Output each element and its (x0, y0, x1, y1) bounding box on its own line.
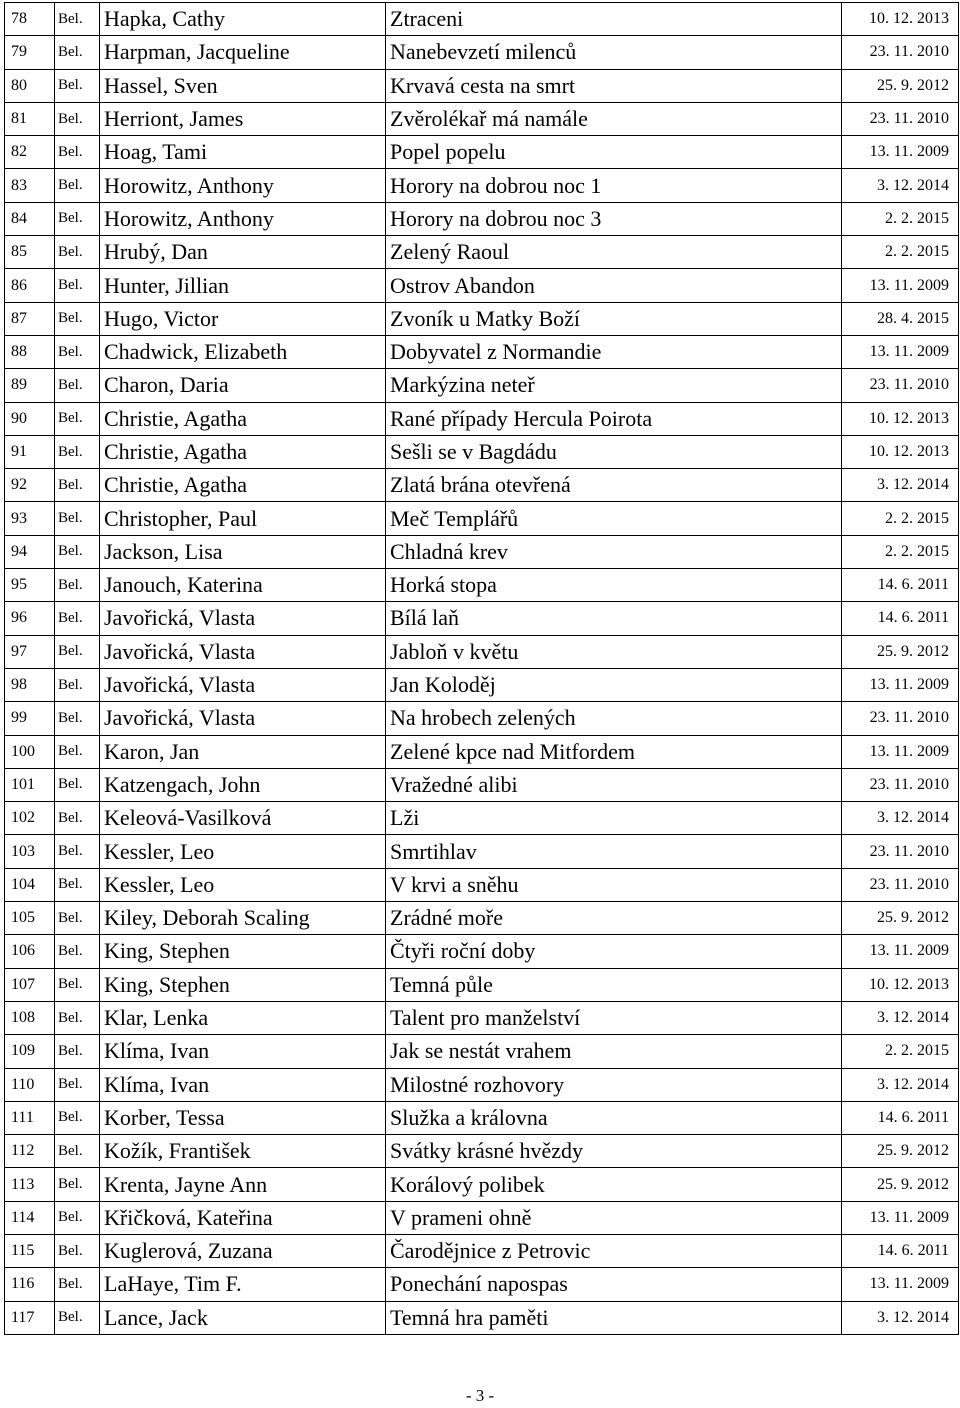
category: Bel. (55, 1301, 100, 1334)
table-row (5, 1168, 959, 1201)
author-name: Horowitz, Anthony (100, 169, 386, 202)
row-number: 85 (5, 236, 55, 269)
acquisition-date: 14. 6. 2011 (842, 1234, 959, 1267)
table-row (5, 635, 959, 668)
book-title: Zvoník u Matky Boží (386, 302, 842, 335)
book-title: Čtyři roční doby (386, 935, 842, 968)
book-title: Horká stopa (386, 569, 842, 602)
book-title: Popel popelu (386, 136, 842, 169)
table-row (5, 335, 959, 368)
acquisition-date: 10. 12. 2013 (842, 402, 959, 435)
acquisition-date: 25. 9. 2012 (842, 69, 959, 102)
author-name: Herriont, James (100, 102, 386, 135)
row-number: 89 (5, 369, 55, 402)
category: Bel. (55, 768, 100, 801)
author-name: Klíma, Ivan (100, 1068, 386, 1101)
book-title: Ponechání napospas (386, 1268, 842, 1301)
author-name: Korber, Tessa (100, 1101, 386, 1134)
author-name: Harpman, Jacqueline (100, 36, 386, 69)
row-number: 114 (5, 1201, 55, 1234)
row-number: 94 (5, 535, 55, 568)
row-number: 99 (5, 702, 55, 735)
table-row (5, 802, 959, 835)
row-number: 104 (5, 868, 55, 901)
category: Bel. (55, 935, 100, 968)
row-number: 86 (5, 269, 55, 302)
table-row (5, 835, 959, 868)
category: Bel. (55, 1201, 100, 1234)
book-title: Sešli se v Bagdádu (386, 435, 842, 468)
category: Bel. (55, 369, 100, 402)
acquisition-date: 23. 11. 2010 (842, 702, 959, 735)
category: Bel. (55, 36, 100, 69)
category: Bel. (55, 1101, 100, 1134)
category: Bel. (55, 402, 100, 435)
acquisition-date: 2. 2. 2015 (842, 202, 959, 235)
book-title: Jan Koloděj (386, 668, 842, 701)
book-title: V prameni ohně (386, 1201, 842, 1234)
acquisition-date: 2. 2. 2015 (842, 502, 959, 535)
category: Bel. (55, 535, 100, 568)
book-title: Jabloň v květu (386, 635, 842, 668)
acquisition-date: 25. 9. 2012 (842, 635, 959, 668)
row-number: 96 (5, 602, 55, 635)
row-number: 116 (5, 1268, 55, 1301)
category: Bel. (55, 435, 100, 468)
table-row (5, 968, 959, 1001)
row-number: 97 (5, 635, 55, 668)
acquisition-date: 13. 11. 2009 (842, 935, 959, 968)
category: Bel. (55, 602, 100, 635)
book-title: Ztraceni (386, 3, 842, 36)
row-number: 93 (5, 502, 55, 535)
acquisition-date: 3. 12. 2014 (842, 1001, 959, 1034)
row-number: 81 (5, 102, 55, 135)
acquisition-date: 2. 2. 2015 (842, 236, 959, 269)
row-number: 87 (5, 302, 55, 335)
table-row (5, 768, 959, 801)
table-row (5, 302, 959, 335)
acquisition-date: 10. 12. 2013 (842, 435, 959, 468)
author-name: Javořická, Vlasta (100, 668, 386, 701)
acquisition-date: 25. 9. 2012 (842, 1168, 959, 1201)
acquisition-date: 23. 11. 2010 (842, 36, 959, 69)
table-row (5, 169, 959, 202)
table-row (5, 402, 959, 435)
book-title: Vražedné alibi (386, 768, 842, 801)
author-name: Klar, Lenka (100, 1001, 386, 1034)
table-row (5, 36, 959, 69)
table-row (5, 136, 959, 169)
acquisition-date: 13. 11. 2009 (842, 269, 959, 302)
acquisition-date: 14. 6. 2011 (842, 602, 959, 635)
book-title: Na hrobech zelených (386, 702, 842, 735)
book-title: Zelené kpce nad Mitfordem (386, 735, 842, 768)
category: Bel. (55, 702, 100, 735)
row-number: 95 (5, 569, 55, 602)
book-title: Ostrov Abandon (386, 269, 842, 302)
row-number: 112 (5, 1135, 55, 1168)
row-number: 105 (5, 902, 55, 935)
author-name: Javořická, Vlasta (100, 635, 386, 668)
row-number: 88 (5, 335, 55, 368)
table-row (5, 602, 959, 635)
book-title: Svátky krásné hvězdy (386, 1135, 842, 1168)
category: Bel. (55, 569, 100, 602)
author-name: Hrubý, Dan (100, 236, 386, 269)
book-title: Jak se nestát vrahem (386, 1035, 842, 1068)
row-number: 113 (5, 1168, 55, 1201)
acquisition-date: 13. 11. 2009 (842, 136, 959, 169)
table-row (5, 3, 959, 36)
author-name: Javořická, Vlasta (100, 602, 386, 635)
acquisition-date: 25. 9. 2012 (842, 1135, 959, 1168)
author-name: Krenta, Jayne Ann (100, 1168, 386, 1201)
category: Bel. (55, 1234, 100, 1267)
acquisition-date: 14. 6. 2011 (842, 569, 959, 602)
row-number: 80 (5, 69, 55, 102)
row-number: 79 (5, 36, 55, 69)
category: Bel. (55, 735, 100, 768)
table-row (5, 1234, 959, 1267)
acquisition-date: 23. 11. 2010 (842, 835, 959, 868)
author-name: Kessler, Leo (100, 868, 386, 901)
table-row (5, 702, 959, 735)
table-row (5, 269, 959, 302)
author-name: Katzengach, John (100, 768, 386, 801)
category: Bel. (55, 902, 100, 935)
book-title: Temná půle (386, 968, 842, 1001)
author-name: Chadwick, Elizabeth (100, 335, 386, 368)
author-name: King, Stephen (100, 968, 386, 1001)
table-row (5, 1001, 959, 1034)
book-title: Smrtihlav (386, 835, 842, 868)
table-row (5, 902, 959, 935)
book-title: Horory na dobrou noc 3 (386, 202, 842, 235)
category: Bel. (55, 868, 100, 901)
book-title: Rané případy Hercula Poirota (386, 402, 842, 435)
category: Bel. (55, 236, 100, 269)
category: Bel. (55, 335, 100, 368)
author-name: Kožík, František (100, 1135, 386, 1168)
row-number: 106 (5, 935, 55, 968)
row-number: 117 (5, 1301, 55, 1334)
author-name: King, Stephen (100, 935, 386, 968)
category: Bel. (55, 635, 100, 668)
book-title: Chladná krev (386, 535, 842, 568)
book-title: Bílá laň (386, 602, 842, 635)
category: Bel. (55, 835, 100, 868)
acquisition-date: 3. 12. 2014 (842, 169, 959, 202)
category: Bel. (55, 269, 100, 302)
row-number: 83 (5, 169, 55, 202)
table-row (5, 236, 959, 269)
acquisition-date: 13. 11. 2009 (842, 335, 959, 368)
author-name: Janouch, Katerina (100, 569, 386, 602)
category: Bel. (55, 202, 100, 235)
acquisition-date: 3. 12. 2014 (842, 469, 959, 502)
book-title: Horory na dobrou noc 1 (386, 169, 842, 202)
book-list-body (5, 3, 959, 1335)
table-row (5, 1201, 959, 1234)
category: Bel. (55, 69, 100, 102)
author-name: Křičková, Kateřina (100, 1201, 386, 1234)
book-title: Zelený Raoul (386, 236, 842, 269)
book-title: V krvi a sněhu (386, 868, 842, 901)
category: Bel. (55, 1168, 100, 1201)
category: Bel. (55, 1001, 100, 1034)
book-title: Nanebevzetí milenců (386, 36, 842, 69)
row-number: 84 (5, 202, 55, 235)
category: Bel. (55, 1135, 100, 1168)
row-number: 101 (5, 768, 55, 801)
acquisition-date: 23. 11. 2010 (842, 369, 959, 402)
acquisition-date: 13. 11. 2009 (842, 1201, 959, 1234)
category: Bel. (55, 1035, 100, 1068)
acquisition-date: 3. 12. 2014 (842, 802, 959, 835)
author-name: Christopher, Paul (100, 502, 386, 535)
acquisition-date: 10. 12. 2013 (842, 3, 959, 36)
category: Bel. (55, 169, 100, 202)
author-name: Kessler, Leo (100, 835, 386, 868)
row-number: 91 (5, 435, 55, 468)
row-number: 98 (5, 668, 55, 701)
row-number: 90 (5, 402, 55, 435)
acquisition-date: 14. 6. 2011 (842, 1101, 959, 1134)
book-title: Talent pro manželství (386, 1001, 842, 1034)
author-name: Hapka, Cathy (100, 3, 386, 36)
author-name: Christie, Agatha (100, 402, 386, 435)
table-row (5, 469, 959, 502)
table-row (5, 735, 959, 768)
table-row (5, 69, 959, 102)
author-name: Hoag, Tami (100, 136, 386, 169)
table-row (5, 102, 959, 135)
table-row (5, 668, 959, 701)
page-number: - 3 - (465, 1386, 495, 1405)
category: Bel. (55, 3, 100, 36)
table-row (5, 569, 959, 602)
category: Bel. (55, 802, 100, 835)
row-number: 100 (5, 735, 55, 768)
book-title: Markýzina neteř (386, 369, 842, 402)
row-number: 110 (5, 1068, 55, 1101)
book-title: Zlatá brána otevřená (386, 469, 842, 502)
author-name: Karon, Jan (100, 735, 386, 768)
row-number: 109 (5, 1035, 55, 1068)
category: Bel. (55, 968, 100, 1001)
row-number: 111 (5, 1101, 55, 1134)
book-title: Temná hra paměti (386, 1301, 842, 1334)
author-name: Kiley, Deborah Scaling (100, 902, 386, 935)
author-name: Hassel, Sven (100, 69, 386, 102)
table-row (5, 1068, 959, 1101)
row-number: 78 (5, 3, 55, 36)
category: Bel. (55, 469, 100, 502)
acquisition-date: 13. 11. 2009 (842, 668, 959, 701)
acquisition-date: 23. 11. 2010 (842, 768, 959, 801)
author-name: Horowitz, Anthony (100, 202, 386, 235)
author-name: Klíma, Ivan (100, 1035, 386, 1068)
table-row (5, 1268, 959, 1301)
author-name: Keleová-Vasilková (100, 802, 386, 835)
category: Bel. (55, 302, 100, 335)
acquisition-date: 13. 11. 2009 (842, 735, 959, 768)
author-name: Christie, Agatha (100, 435, 386, 468)
row-number: 103 (5, 835, 55, 868)
acquisition-date: 10. 12. 2013 (842, 968, 959, 1001)
row-number: 108 (5, 1001, 55, 1034)
acquisition-date: 23. 11. 2010 (842, 868, 959, 901)
acquisition-date: 2. 2. 2015 (842, 1035, 959, 1068)
table-row (5, 868, 959, 901)
category: Bel. (55, 136, 100, 169)
acquisition-date: 3. 12. 2014 (842, 1301, 959, 1334)
table-row (5, 369, 959, 402)
book-title: Čarodějnice z Petrovic (386, 1234, 842, 1267)
table-row (5, 1035, 959, 1068)
book-title: Milostné rozhovory (386, 1068, 842, 1101)
book-list-table (4, 2, 959, 1335)
book-title: Služka a královna (386, 1101, 842, 1134)
category: Bel. (55, 668, 100, 701)
row-number: 102 (5, 802, 55, 835)
row-number: 115 (5, 1234, 55, 1267)
author-name: Hugo, Victor (100, 302, 386, 335)
row-number: 92 (5, 469, 55, 502)
author-name: Javořická, Vlasta (100, 702, 386, 735)
table-row (5, 1301, 959, 1334)
book-title: Zrádné moře (386, 902, 842, 935)
book-title: Korálový polibek (386, 1168, 842, 1201)
category: Bel. (55, 502, 100, 535)
author-name: LaHaye, Tim F. (100, 1268, 386, 1301)
author-name: Kuglerová, Zuzana (100, 1234, 386, 1267)
table-row (5, 535, 959, 568)
row-number: 82 (5, 136, 55, 169)
book-title: Krvavá cesta na smrt (386, 69, 842, 102)
table-row (5, 202, 959, 235)
author-name: Hunter, Jillian (100, 269, 386, 302)
table-row (5, 935, 959, 968)
category: Bel. (55, 1268, 100, 1301)
author-name: Charon, Daria (100, 369, 386, 402)
table-row (5, 1135, 959, 1168)
acquisition-date: 23. 11. 2010 (842, 102, 959, 135)
category: Bel. (55, 102, 100, 135)
author-name: Christie, Agatha (100, 469, 386, 502)
table-row (5, 502, 959, 535)
acquisition-date: 2. 2. 2015 (842, 535, 959, 568)
table-row (5, 1101, 959, 1134)
book-title: Lži (386, 802, 842, 835)
book-title: Meč Templářů (386, 502, 842, 535)
book-title: Zvěrolékař má namále (386, 102, 842, 135)
acquisition-date: 13. 11. 2009 (842, 1268, 959, 1301)
author-name: Jackson, Lisa (100, 535, 386, 568)
author-name: Lance, Jack (100, 1301, 386, 1334)
acquisition-date: 25. 9. 2012 (842, 902, 959, 935)
acquisition-date: 3. 12. 2014 (842, 1068, 959, 1101)
table-row (5, 435, 959, 468)
row-number: 107 (5, 968, 55, 1001)
acquisition-date: 28. 4. 2015 (842, 302, 959, 335)
category: Bel. (55, 1068, 100, 1101)
book-title: Dobyvatel z Normandie (386, 335, 842, 368)
